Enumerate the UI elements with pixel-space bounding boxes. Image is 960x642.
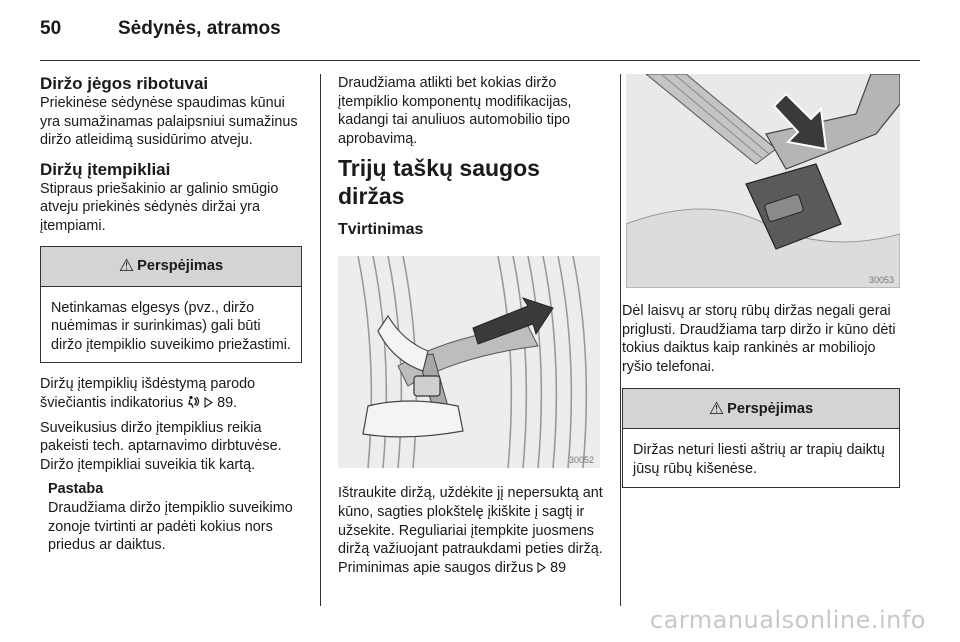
heading-belt-pretensioners: Diržų įtempikliai xyxy=(40,159,171,179)
heading-fastening: Tvirtinimas xyxy=(338,221,424,239)
indicator-text: Diržų įtempiklių išdėstymą parodo šviečiantis indikatorius xyxy=(40,376,256,411)
heading-three-point-belt: Trijų taškų saugos diržas xyxy=(338,155,540,210)
warning-title: Perspėjimas xyxy=(137,258,224,275)
warning-triangle-icon: ⚠ xyxy=(118,256,135,276)
note-text: Draudžiama diržo įtempiklio suveikimo zonoje tvirtinti ar padėti kokius nors priedus ar daiktus. xyxy=(48,499,293,554)
fastening-page-ref[interactable]: 89 xyxy=(550,559,567,576)
page-reference-arrow-icon xyxy=(537,562,546,573)
warning-box-sharp-objects xyxy=(622,388,900,487)
note-title: Pastaba xyxy=(48,481,104,498)
paragraph-clothing: Dėl laisvų ar storų rūbų diržas negali gerai priglusti. Draudžiama tarp diržo ir kūno dėti tokius daiktus kaip rankinės ar mobiliojo ryšio telefonai. xyxy=(622,303,896,375)
indicator-page-ref[interactable]: 89. xyxy=(217,394,238,411)
paragraph-indicator xyxy=(40,375,302,412)
paragraph-modifications: Draudžiama atlikti bet kokias diržo įtempiklio komponentų modifikacijas, kadangi tai anuliuos automobilio tipo aprobavimą. xyxy=(338,75,572,147)
warning-text: Netinkamas elgesys (pvz., diržo nuėmimas ir surinkimas) gali būti diržo įtempiklio suveikimo priežastimi. xyxy=(51,299,291,353)
warning-title: Perspėjimas xyxy=(727,400,814,417)
warning-box-pretensioner xyxy=(40,246,302,364)
column-3 xyxy=(622,74,900,500)
warning-triangle-icon: ⚠ xyxy=(708,398,725,418)
paragraph-fastening-instructions xyxy=(338,484,606,577)
page-title: Sėdynės, atramos xyxy=(118,18,281,39)
warning-header xyxy=(41,247,301,287)
paragraph-belt-pretensioners: Stipraus priešakinio ar galinio smūgio atveju priekinės sėdynės diržai yra įtempiami. xyxy=(40,180,279,234)
figure-number: 30052 xyxy=(568,455,594,466)
paragraph-belt-force-limiters: Priekinėse sėdynėse spaudimas kūnui yra sumažinamas palaipsniui sumažinus diržo atleidimą susidūrimo atveju. xyxy=(40,95,298,149)
paragraph-service: Suveikusius diržo įtempiklius reikia pakeisti tech. aptarnavimo dirbtuvėse. Diržo įtempikliai suveikia tik kartą. xyxy=(40,419,282,473)
figure-number: 30053 xyxy=(868,275,894,285)
page-header xyxy=(40,18,281,48)
column-1 xyxy=(40,74,302,555)
column-2 xyxy=(338,74,606,577)
warning-text: Diržas neturi liesti aštrių ar trapių daiktų jūsų rūbų kišenėse. xyxy=(633,442,885,477)
warning-header xyxy=(623,389,899,429)
header-rule xyxy=(40,60,920,61)
heading-belt-force-limiters: Diržo jėgos ribotuvai xyxy=(40,74,209,93)
figure-belt-clothing xyxy=(626,74,900,288)
column-divider-1 xyxy=(320,74,321,606)
figure-fastening-belt xyxy=(338,256,600,468)
page-reference-arrow-icon xyxy=(204,397,213,408)
belt-fastening-illustration xyxy=(338,256,600,468)
column-divider-2 xyxy=(620,74,621,606)
belt-buckle-illustration xyxy=(626,74,900,288)
watermark: carmanualsonline.info xyxy=(649,606,926,634)
airbag-indicator-icon xyxy=(187,395,200,408)
page-number: 50 xyxy=(40,18,62,39)
fastening-text: Ištraukite diržą, uždėkite jį nepersuktą ant kūno, sagties plokštelę įkiškite į sagtį ir užsekite. Reguliariai įtempkite juosmens diržą važiuojant patraukdami peties diržą. Priminimas apie saugos diržus xyxy=(338,485,603,576)
note-block xyxy=(40,480,302,554)
